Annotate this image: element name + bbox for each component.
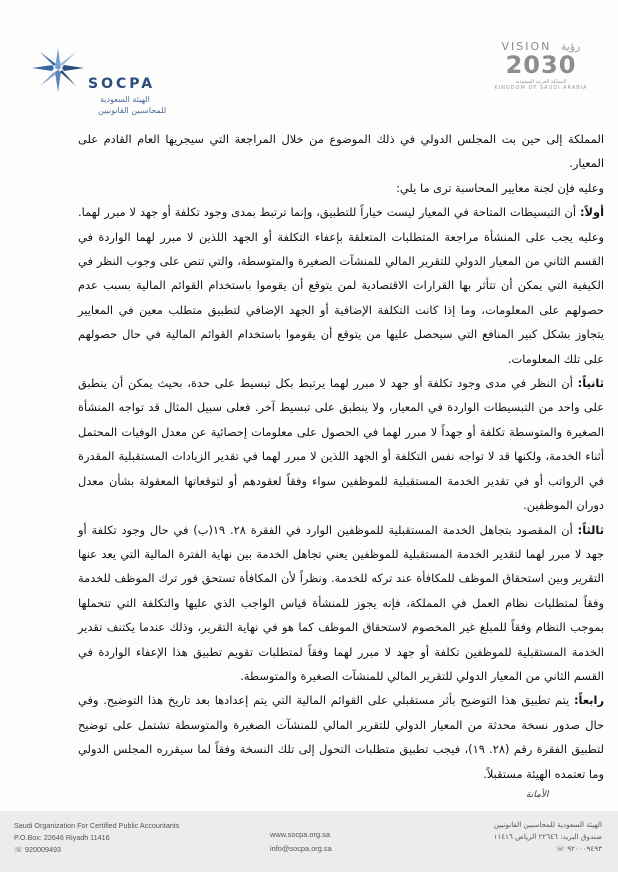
signature: الأمانة bbox=[526, 790, 549, 800]
item-text: أن المقصود بتجاهل الخدمة المستقبلية للموظفين الوارد في الفقرة ٢٨. ١٩(ب) في حال وجود تكلفة أو جهد لا مبرر لهما لتقدير الخدمة المستقبلية للموظفين يعني تجاهل الخدمة بين نهاية الفترة المالية التي يعد عنها التقرير وبين استحقاق الموظف للمكافأة عند تركه للخدمة. ونظراً لأن المكافأة تستحق فور ترك الموظف للخدمة وفقاً لمتطلبات نظام العمل في المملكة، فإنه يجوز للمنشأة قياس الواجب الذي عليها والتكلفة التي تتحملها بموجب النظام وفقاً للمبلغ غير المخصوم لاستحقاق الموظف كما هو في نهاية التقرير، وذلك عندما يكتنف تقدير الخدمة المستقبلية للموظفين تكلفة أو جهد لا مبرر لهما وفقاً لمتطلبات تقويم تطبيق هذا الإعفاء الواردة في القسم الثاني من المعيار الدولي للتقرير المالي للمنشآت الصغيرة والمتوسطة. bbox=[78, 522, 604, 683]
page-footer bbox=[0, 811, 618, 872]
socpa-star-icon bbox=[30, 46, 86, 94]
footer-english-address bbox=[14, 820, 179, 856]
footer-contact bbox=[270, 828, 332, 856]
document-body bbox=[78, 127, 604, 786]
vision-label: VISION bbox=[501, 40, 552, 53]
footer-po-box-en: P.O.Box: 22646 Riyadh 11416 bbox=[14, 833, 110, 842]
socpa-logo bbox=[22, 40, 172, 120]
footer-po-box-ar: صندوق البريد: ٢٢٦٤٦ الرياض ١١٤١٦ bbox=[493, 832, 602, 841]
item-label: ثانياً: bbox=[577, 376, 604, 391]
item-text: يتم تطبيق هذا التوضيح بأثر مستقبلي على القوائم المالية التي يتم إعدادها بعد تاريخ هذا التوضيح. وفي حال صدور نسخة محدثة من المعيار الدولي للتقرير المالي للمنشآت الصغيرة والمتوسطة تشتمل على توضيح لتطبيق الفقرة رقم (٢٨. ١٩)، فيجب تطبيق متطلبات التحول إلى تلك النسخة وفقاً لما سيقرره المجلس الدولي وما تعتمده الهيئة مستقبلاً. bbox=[78, 693, 604, 781]
footer-phone-number-ar: ٩٢٠٠٠٩٤٩٣ bbox=[567, 844, 602, 853]
lead-paragraph: وعليه فإن لجنة معايير المحاسبة ترى ما يلي: bbox=[396, 180, 604, 195]
footer-org-name-ar: الهيئة السعودية للمحاسبين القانونيين bbox=[493, 820, 602, 829]
footer-org-name-en: Saudi Organization For Certified Public Accountants bbox=[14, 821, 180, 830]
item-text: أن التبسيطات المتاحة في المعيار ليست خياراً للتطبيق، وإنما ترتبط بمدى وجود تكلفة أو جهد لا مبرر لهما. وعليه يجب على المنشأة مراجعة المتطلبات المتعلقة بإعفاء التكلفة أو الجهد اللذين لا مبرر لهما الواردة في القسم الثاني من المعيار الدولي للتقرير المالي للمنشآت الصغيرة والمتوسطة، والتي تنص على وجوب النظر في الكيفية التي يمكن أن تتأثر بها القرارات الاقتصادية لمن يتوقع أن يقوموا باستخدام القوائم المالية بسبب عدم حصولهم على المعلومات، وما إذا كانت التكلفة الإضافية أو الجهد الإضافي لتطبيق متطلب معين في المعايير يتجاوز بشكل كبير المنافع التي سيحصل عليها من يتوقع أن يقوموا باستخدام القوائم المالية في حال حصولهم على تلك المعلومات. bbox=[78, 205, 604, 366]
item-text: أن النظر في مدى وجود تكلفة أو جهد لا مبرر لهما يرتبط بكل تبسيط على حدة، بحيث يمكن أن ينطبق على واحد من التبسيطات الواردة في المعيار، ولا ينطبق على تبسيط آخر. فعلى سبيل المثال قد تواجه المنشأة الصغيرة والمتوسطة تكلفة أو جهداً لا مبرر لهما في الحصول على معلومات إحصائية عن معدل الوفيات المحتمل أثناء الخدمة، ولكنها قد لا تواجه نفس التكلفة أو الجهد اللذين لا مبرر لهما في تقدير الزيادات المستقبلية المقدرة في الرواتب أو في تقدير الخدمة المستقبلية للموظفين سواء وفقاً لعقودهم أو لتوقعاتها المعقولة بشأن معدل دوران الموظفين. bbox=[78, 376, 604, 513]
list-item bbox=[78, 688, 604, 786]
list-item bbox=[78, 518, 604, 689]
footer-website[interactable]: www.socpa.org.sa bbox=[270, 830, 330, 839]
footer-email[interactable]: info@socpa.org.sa bbox=[270, 844, 332, 853]
footer-arabic-address bbox=[494, 819, 602, 855]
intro-paragraph: المملكة إلى حين بت المجلس الدولي في ذلك الموضوع من خلال المراجعة التي سيجريها العام القادم على المعيار. bbox=[78, 132, 604, 171]
footer-phone-en: ☏ 920009493 bbox=[14, 845, 61, 854]
list-item bbox=[78, 200, 604, 371]
vision-subtitle-arabic: المملكة العربية السعودية bbox=[515, 79, 567, 85]
vision-2030-logo bbox=[486, 40, 596, 102]
vision-subtitle-english: KINGDOM OF SAUDI ARABIA bbox=[494, 85, 588, 91]
item-label: رابعاً: bbox=[574, 693, 605, 708]
item-label: أولاً: bbox=[579, 205, 605, 220]
item-label: ثالثاً: bbox=[577, 522, 604, 537]
socpa-arabic-name-line2: للمحاسبين القانونيين bbox=[98, 106, 167, 115]
footer-phone-ar: ٩٢٠٠٠٩٤٩٣ ☏ bbox=[555, 844, 602, 853]
footer-phone-number: 920009493 bbox=[25, 845, 61, 854]
vision-arabic-label: رؤية bbox=[560, 40, 581, 53]
socpa-name: SOCPA bbox=[88, 76, 156, 92]
list-item bbox=[78, 371, 604, 517]
socpa-arabic-name-line1: الهيئة السعودية bbox=[100, 95, 150, 104]
vision-year: 2030 bbox=[505, 51, 577, 79]
